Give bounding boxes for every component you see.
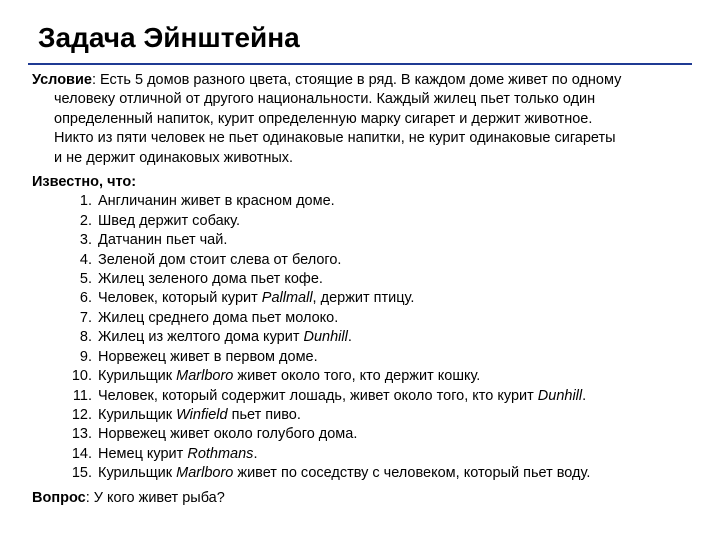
condition-line	[32, 71, 702, 90]
fact-text-part: Зеленой дом стоит слева от белого.	[98, 251, 342, 268]
fact-text-part: Швед держит собаку.	[98, 212, 240, 229]
cigarette-brand: Dunhill	[303, 329, 348, 346]
fact-number: 13.	[71, 426, 92, 443]
fact-number: 14.	[71, 445, 92, 462]
fact-text-part: пьет пиво.	[227, 406, 301, 423]
fact-text-part: живет около того, кто держит кошку.	[233, 368, 481, 385]
fact-text	[98, 464, 590, 483]
fact-number: 2.	[79, 212, 92, 229]
question-text: У кого живет рыба?	[93, 489, 225, 506]
fact-text	[98, 251, 341, 270]
label-colon: :	[85, 489, 94, 506]
question-label: Вопрос	[32, 489, 86, 506]
fact-number: 4.	[79, 251, 92, 268]
fact-text-part: Человек, который содержит лошадь, живет около того, кто курит	[98, 387, 538, 404]
fact-text-part: .	[582, 387, 587, 404]
fact-text-part: .	[347, 329, 352, 346]
fact-text-part: Человек, который курит	[98, 290, 262, 307]
fact-text	[98, 270, 323, 289]
fact-item	[32, 212, 702, 231]
fact-item	[32, 464, 702, 483]
cigarette-brand: Marlboro	[176, 465, 234, 482]
fact-number: 7.	[79, 309, 92, 326]
fact-item	[32, 328, 702, 347]
fact-item	[32, 367, 702, 386]
fact-text	[98, 231, 227, 250]
fact-text	[98, 406, 301, 425]
fact-text-part: Норвежец живет около голубого дома.	[98, 426, 358, 443]
fact-text	[98, 348, 318, 367]
fact-text	[98, 425, 357, 444]
fact-text-part: .	[253, 445, 258, 462]
cigarette-brand: Winfield	[176, 406, 228, 423]
fact-number: 11.	[72, 387, 92, 404]
condition-paragraph	[32, 71, 702, 168]
fact-text	[98, 289, 414, 308]
title-divider	[28, 63, 692, 65]
fact-text-part: Датчанин пьет чай.	[98, 232, 228, 249]
condition-line: определенный напиток, курит определенную марку сигарет и держит животное.	[54, 110, 593, 127]
label-colon: :	[131, 174, 137, 191]
fact-text-part: , держит птицу.	[312, 290, 415, 307]
facts-list	[32, 192, 702, 483]
label-colon: :	[91, 72, 101, 88]
cigarette-brand: Marlboro	[176, 368, 234, 385]
condition-line: Никто из пяти человек не пьет одинаковые напитки, не курит одинаковые сигареты	[54, 130, 616, 147]
fact-text-part: Жилец зеленого дома пьет кофе.	[98, 271, 323, 288]
fact-text-part: Жилец среднего дома пьет молоко.	[98, 309, 339, 326]
condition-line: человеку отличной от другого национальности. Каждый жилец пьет только один	[54, 91, 596, 108]
fact-item	[32, 445, 702, 464]
question-paragraph	[32, 489, 702, 508]
fact-item	[32, 406, 702, 425]
condition-line: и не держит одинаковых животных.	[54, 149, 294, 166]
slide-content	[32, 71, 702, 508]
known-label: Известно, что	[32, 174, 132, 191]
fact-number: 9.	[79, 348, 92, 365]
fact-text-part: Норвежец живет в первом доме.	[98, 348, 318, 365]
fact-number: 6.	[79, 290, 92, 307]
fact-text	[98, 192, 335, 211]
fact-number: 1.	[79, 193, 92, 210]
fact-item	[32, 231, 702, 250]
fact-number: 3.	[79, 232, 92, 249]
cigarette-brand: Dunhill	[537, 387, 583, 404]
fact-number: 10.	[71, 368, 92, 385]
fact-number: 5.	[79, 271, 92, 288]
fact-item	[32, 192, 702, 211]
fact-item	[32, 309, 702, 328]
cigarette-brand: Pallmall	[261, 290, 313, 307]
fact-item	[32, 348, 702, 367]
fact-text	[98, 445, 257, 464]
fact-text	[98, 328, 352, 347]
condition-label: Условие	[32, 72, 92, 88]
fact-text	[98, 367, 480, 386]
fact-number: 8.	[79, 329, 92, 346]
fact-text-part: живет по соседству с человеком, который пьет воду.	[233, 465, 591, 482]
fact-item	[32, 251, 702, 270]
fact-text-part: Курильщик	[98, 465, 177, 482]
cigarette-brand: Rothmans	[187, 445, 254, 462]
fact-text-part: Немец курит	[98, 445, 188, 462]
fact-text-part: Англичанин живет в красном доме.	[98, 193, 335, 210]
slide-title: Задача Эйнштейна	[38, 22, 300, 53]
fact-item	[32, 289, 702, 308]
fact-number: 15.	[71, 465, 92, 482]
fact-item	[32, 387, 702, 406]
fact-text	[98, 212, 240, 231]
fact-number: 12.	[71, 406, 92, 423]
fact-text-part: Курильщик	[98, 368, 177, 385]
fact-text	[98, 387, 586, 406]
fact-item	[32, 270, 702, 289]
fact-text-part: Жилец из желтого дома курит	[98, 329, 304, 346]
fact-item	[32, 425, 702, 444]
fact-text	[98, 309, 338, 328]
fact-text-part: Курильщик	[98, 406, 177, 423]
known-heading	[32, 173, 702, 192]
condition-text: Есть 5 домов разного цвета, стоящие в ряд. В каждом доме живет по одному	[100, 72, 622, 88]
